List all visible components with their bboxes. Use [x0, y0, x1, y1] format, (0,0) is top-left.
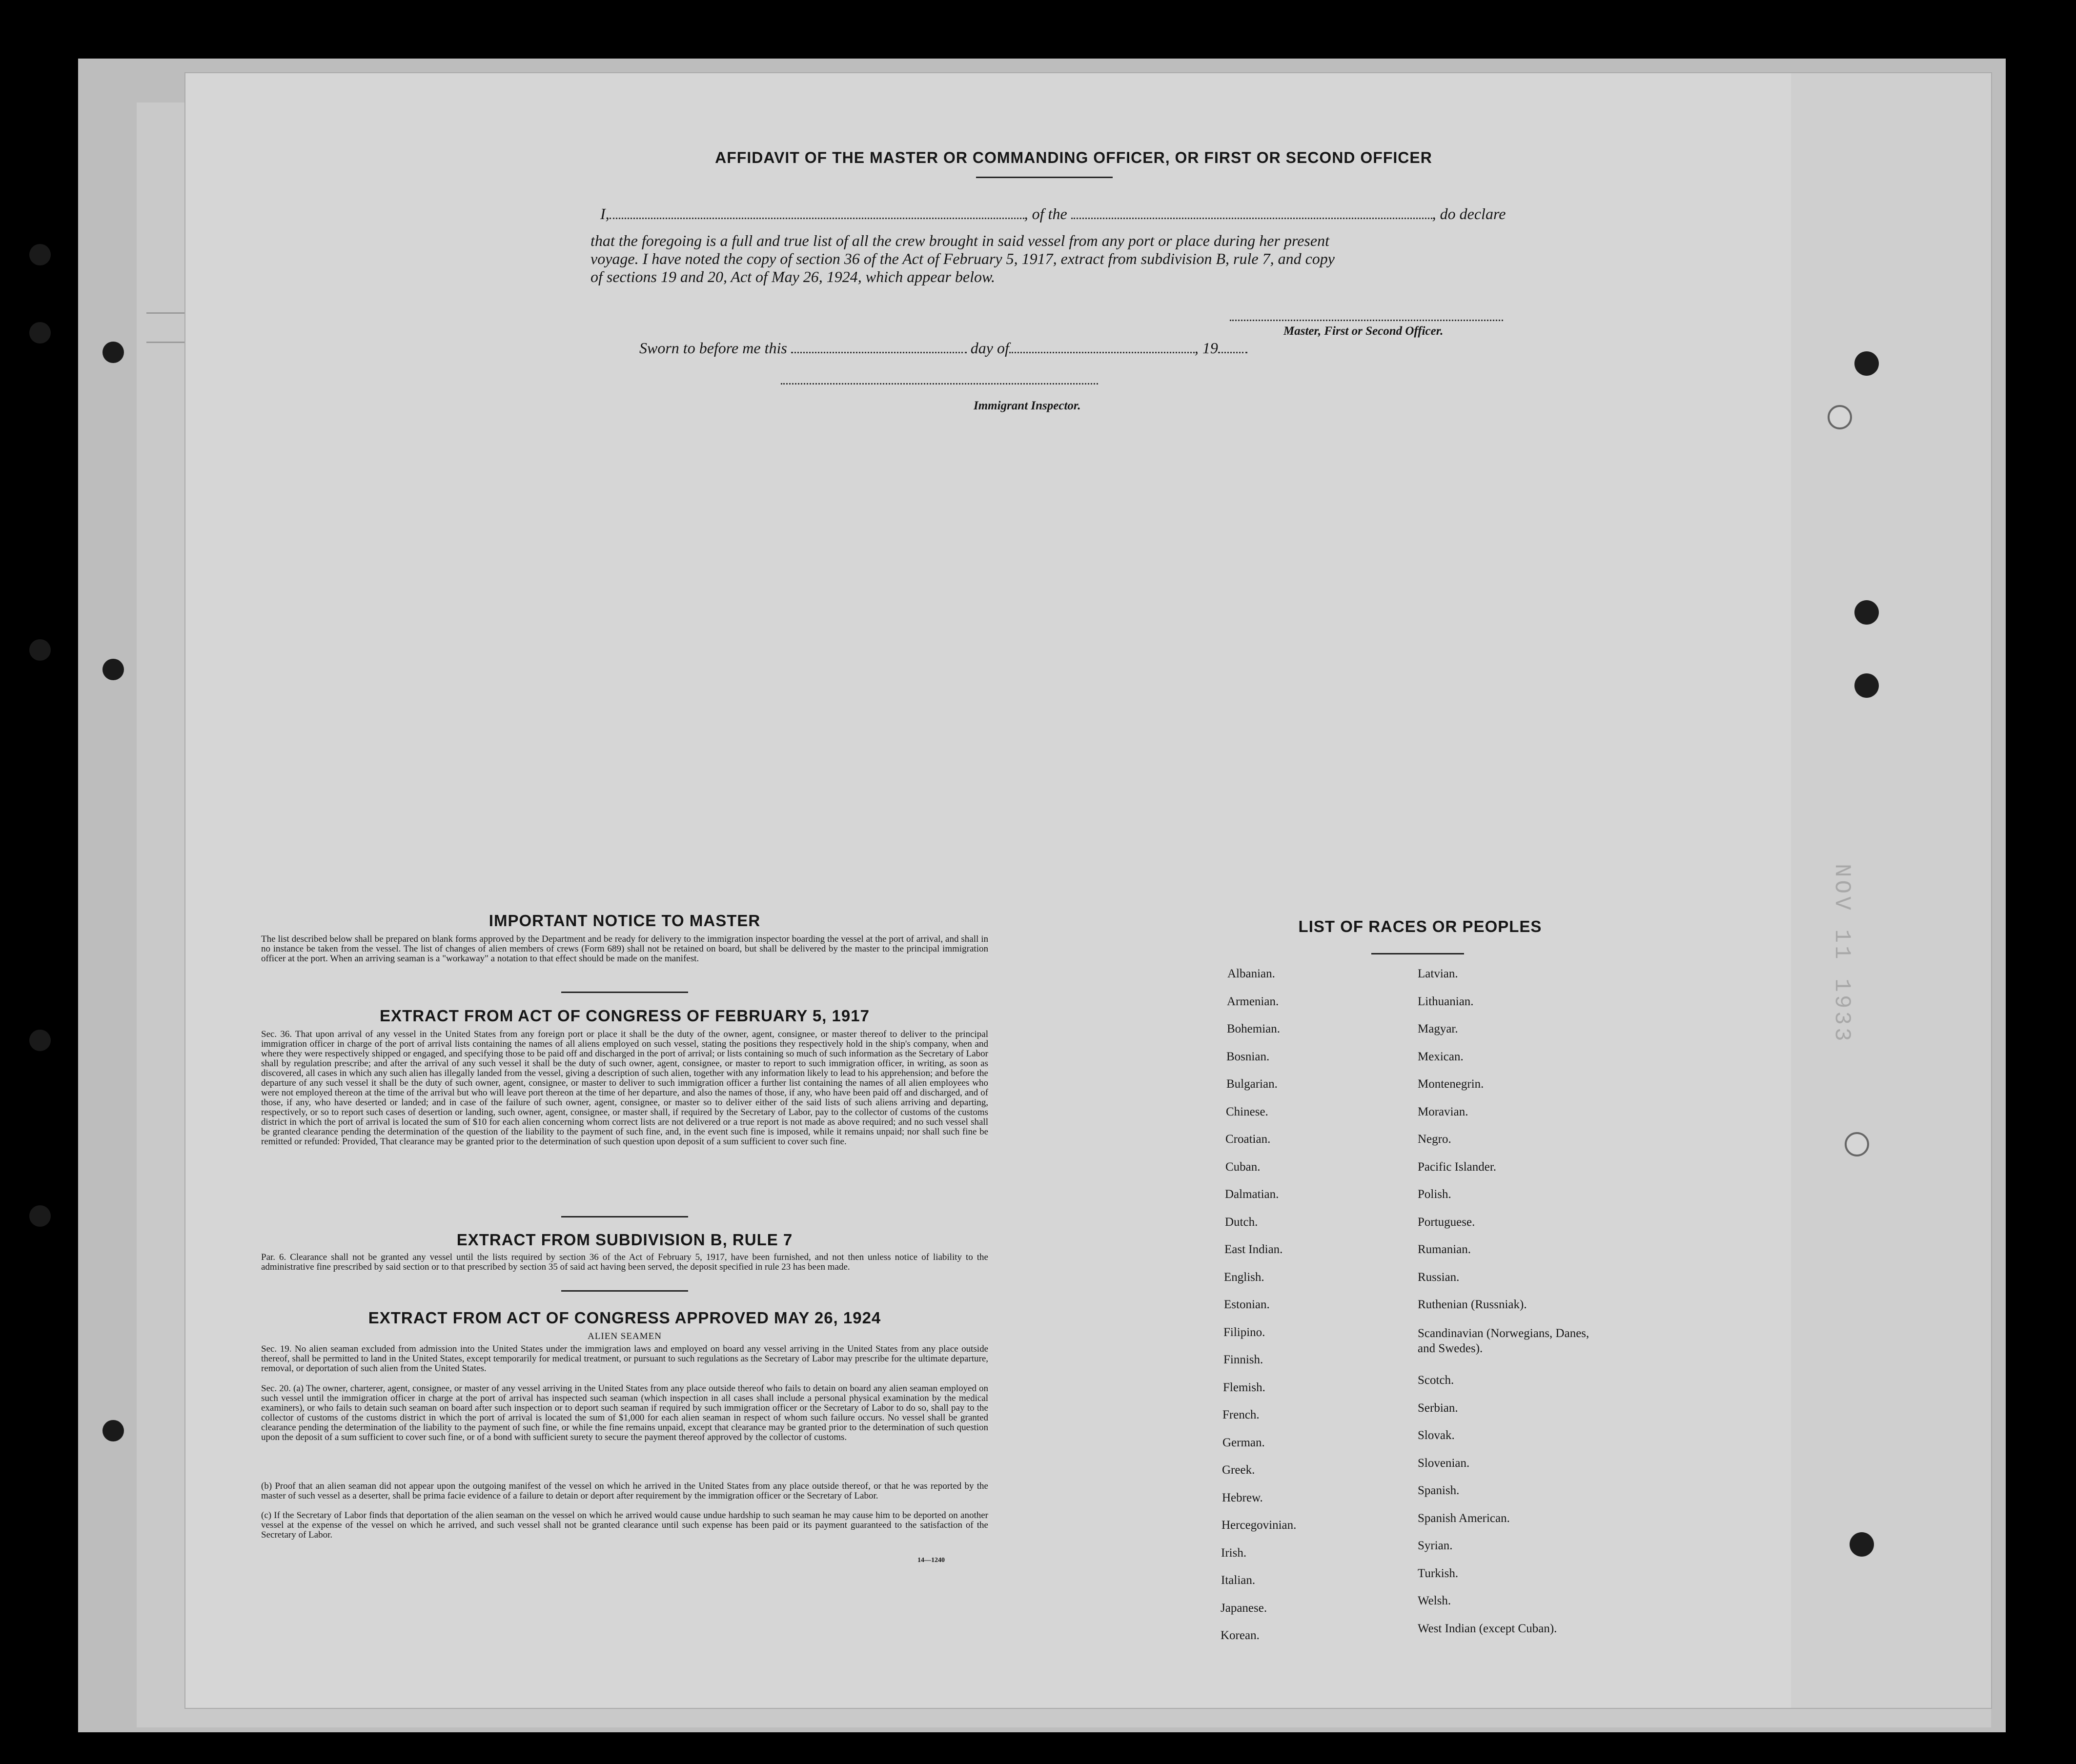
race-item: Dalmatian. [1225, 1188, 1279, 1201]
extract-1917-title: EXTRACT FROM ACT OF CONGRESS OF FEBRUARY 5, 1917 [380, 1007, 870, 1025]
race-item: Welsh. [1418, 1594, 1451, 1608]
race-item: Italian. [1221, 1574, 1256, 1587]
race-item: Slovak. [1418, 1429, 1455, 1442]
race-item: Montenegrin. [1418, 1077, 1484, 1091]
race-item: Mexican. [1418, 1050, 1464, 1063]
race-item: Negro. [1418, 1133, 1451, 1146]
affidavit-title: AFFIDAVIT OF THE MASTER OR COMMANDING OFFICER, OR FIRST OR SECOND OFFICER [715, 149, 1432, 166]
race-item: French. [1222, 1408, 1260, 1421]
race-item: Hebrew. [1222, 1491, 1263, 1504]
race-item: Croatian. [1225, 1133, 1271, 1146]
sec20b-text: (b) Proof that an alien seaman did not appear upon the outgoing manifest of the vessel on which he arrived in the United States from any place outside thereof, or that he was reported by the master of such vessel as a deserter, shall be prima facie evidence of a failure to detain or deport after requirement by the immigration officer or the Secretary of Labor. [261, 1481, 988, 1501]
binder-hole [29, 639, 51, 661]
section-rule [561, 1216, 688, 1217]
race-item: Pacific Islander. [1418, 1160, 1497, 1174]
inspector-signature-caption: Immigrant Inspector. [974, 399, 1081, 412]
race-item: Armenian. [1227, 994, 1279, 1008]
name-blank[interactable] [610, 207, 1024, 219]
race-item: Magyar. [1418, 1022, 1458, 1035]
race-item: Spanish American. [1418, 1511, 1510, 1525]
race-item: Bosnian. [1226, 1050, 1270, 1063]
year-blank[interactable] [1218, 342, 1247, 353]
sheet-hole [1854, 351, 1879, 376]
declare-label: , do declare [1432, 205, 1506, 223]
section-rule [561, 1290, 688, 1292]
race-item: Korean. [1221, 1629, 1260, 1642]
race-item: Syrian. [1418, 1539, 1453, 1553]
binder-hole [102, 1420, 124, 1441]
extract-1917-text: Sec. 36. That upon arrival of any vessel in the United States from any foreign port or place it shall be the duty of the owner, agent, consignee, or master thereof to deliver to the principal immigration officer in charge of the port of arrival lists containing the names of all aliens employed on such vessel, stating the positions they respectively hold in the ship's company, when and where they were respectively shipped or engaged, and specifying those to be paid off and discharged in the port of arrival; or lists containing so much of such information as the Secretary of Labor shall by regulation prescribe; and after the arrival of any such vessel it shall be the duty of such owner, agent, consignee, or master to report to such immigration officer, in writing, as soon as discovered, all cases in which any such alien has illegally landed from the vessel, giving a description of such alien, together with any information likely to lead to his apprehension; and before the departure of any such vessel it shall be the duty of such owner, agent, consignee, or master to deliver to such immigration officer a further list containing the names of all alien employees who were not employed thereon at the time of the arrival but who will leave port thereon at the time of her departure, and also the names of those, if any, who have been paid off and discharged, and of those, if any, who have deserted or landed; and in case of the failure of such owner, agent, consignee, or master so to deliver either of the said lists of such aliens arriving and departing, respectively, or so to report such cases of desertion or landing, such owner, agent, consignee, or master shall, if required by the Secretary of Labor, pay to the collector of customs of the customs district in which the port of arrival is located the sum of $10 for each alien concerning whom correct lists are not delivered or a true report is not made as above required; and no such vessel shall be granted clearance pending the determination of the question of the liability to the payment of such fine, and, in the event such fine is imposed, while it remains unpaid; nor shall such fine be remitted or refunded: Provided, That clearance may be granted prior to the determination of such question upon deposit of a sum sufficient to cover such fine. [261, 1029, 988, 1147]
races-title: LIST OF RACES OR PEOPLES [1298, 917, 1542, 935]
day-blank[interactable] [791, 342, 967, 353]
vessel-blank[interactable] [1071, 207, 1432, 219]
form-sheet-edge [1791, 73, 1991, 1708]
sheet-hole [1850, 1532, 1874, 1557]
race-item: Spanish. [1418, 1484, 1460, 1498]
sec20c-text: (c) If the Secretary of Labor finds that deportation of the alien seaman on the vessel on which he arrived would cause undue hardship to such seaman he may cause him to be deported on another vessel at the expense of the vessel on which he arrived, and such vessel shall not be granted clearance until such expense has been paid or its payment guaranteed to the satisfaction of the Secretary of Labor. [261, 1510, 988, 1540]
binder-hole [29, 244, 51, 265]
extract-1924-subtitle: ALIEN SEAMEN [588, 1331, 662, 1341]
race-item: Cuban. [1225, 1160, 1261, 1174]
race-item: Serbian. [1418, 1401, 1458, 1415]
binder-hole [29, 1205, 51, 1227]
race-item: Greek. [1222, 1463, 1255, 1477]
race-item: West Indian (except Cuban). [1418, 1622, 1557, 1635]
year-label: , 19 [1194, 339, 1218, 357]
race-item: Scandinavian (Norwegians, Danes, and Swedes). [1418, 1326, 1589, 1355]
extract-rule7-title: EXTRACT FROM SUBDIVISION B, RULE 7 [456, 1231, 793, 1249]
affidavit-line-3: voyage. I have noted the copy of section 36 of the Act of February 5, 1917, extract from subdivision B, rule 7, and copy [590, 250, 1335, 267]
date-stamp: NOV 11 1933 [1829, 864, 1854, 1044]
race-item: East Indian. [1224, 1243, 1283, 1256]
affidavit-line-2: that the foregoing is a full and true list of all the crew brought in said vessel from any port or place during her present [590, 232, 1329, 249]
race-item: Flemish. [1223, 1380, 1265, 1394]
race-item: Albanian. [1227, 967, 1275, 980]
i-label: I, [600, 205, 610, 223]
title-rule [976, 177, 1113, 178]
race-item: Portuguese. [1418, 1215, 1475, 1229]
binder-hole [102, 342, 124, 363]
race-item: Finnish. [1223, 1353, 1263, 1366]
sec20a-text: Sec. 20. (a) The owner, charterer, agent, consignee, or master of any vessel arriving in the United States from any place outside thereof who fails to detain on board any alien seaman employed on such vessel until the immigration officer in charge at the port of arrival has inspected such seaman (which inspection in all cases shall include a personal physical examination by the medical examiners), or who fails to detain such seaman on board after such inspection or to deport such seaman if required by such immigration officer or the Secretary of Labor to do so, shall pay to the collector of customs of the customs district in which the port of arrival is located the sum of $1,000 for each alien seaman in respect of whom such failure occurs. No vessel shall be granted clearance pending the determination of the liability to the payment of such fine, or while the fine remains unpaid, except that clearance may be granted prior to the determination of such question upon the deposit of a sum sufficient to cover such fine, or of a bond with sufficient surety to secure the payment thereof approved by the collector of customs. [261, 1383, 988, 1442]
binder-hole [102, 659, 124, 680]
master-signature-caption: Master, First or Second Officer. [1283, 324, 1444, 338]
sheet-hole [1828, 405, 1852, 429]
extract-rule7-text: Par. 6. Clearance shall not be granted any vessel until the lists required by section 36 of the Act of February 5, 1917, have been furnished, and not then unless notice of liability to the administrative fine prescribed by said section or to that prescribed by section 35 of said act having been served, the deposit specified in rule 23 has been made. [261, 1252, 988, 1272]
race-item: Dutch. [1225, 1215, 1258, 1229]
notice-title: IMPORTANT NOTICE TO MASTER [488, 912, 761, 930]
race-item: Latvian. [1418, 967, 1458, 980]
binder-hole [29, 1030, 51, 1051]
section-rule [561, 992, 688, 993]
race-item: Japanese. [1221, 1601, 1267, 1615]
of-the-label: , of the [1024, 205, 1067, 223]
race-item: Estonian. [1224, 1298, 1270, 1311]
race-item: Moravian. [1418, 1105, 1468, 1118]
race-item: Hercegovinian. [1221, 1519, 1297, 1532]
extract-1924-title: EXTRACT FROM ACT OF CONGRESS APPROVED MAY 26, 1924 [368, 1309, 881, 1327]
binder-hole [29, 322, 51, 344]
race-item: Polish. [1418, 1188, 1451, 1201]
title-rule [1371, 953, 1464, 954]
master-signature-line[interactable] [1230, 320, 1503, 321]
race-item: Chinese. [1226, 1105, 1268, 1118]
affidavit-line-1 [600, 205, 1506, 223]
form-sheet [185, 73, 1991, 1708]
day-of-label: day of [970, 339, 1009, 357]
sec19-text: Sec. 19. No alien seaman excluded from admission into the United States under the immigration laws and employed on board any vessel arriving in the United States from any place outside thereof, shall be permitted to land in the United States, except temporarily for medical treatment, or pursuant to such regulations as the Secretary of Labor may prescribe for the ultimate departure, removal, or deportation of such alien from the United States. [261, 1344, 988, 1374]
race-item: Irish. [1221, 1546, 1247, 1560]
inspector-signature-line[interactable] [781, 383, 1098, 385]
race-item: Scotch. [1418, 1374, 1454, 1387]
race-item: Bohemian. [1227, 1022, 1281, 1035]
month-blank[interactable] [1009, 342, 1195, 353]
form-number: 14—1240 [917, 1557, 945, 1564]
sheet-hole [1845, 1132, 1869, 1156]
race-item: Turkish. [1418, 1566, 1459, 1580]
race-item: Slovenian. [1418, 1456, 1470, 1470]
race-item: Russian. [1418, 1270, 1460, 1284]
sheet-hole [1854, 673, 1879, 698]
sworn-label: Sworn to before me this [639, 339, 787, 357]
race-item: English. [1224, 1270, 1264, 1284]
race-item: Bulgarian. [1226, 1077, 1278, 1091]
race-item: German. [1222, 1436, 1265, 1449]
race-item: Filipino. [1223, 1325, 1265, 1339]
race-item: Rumanian. [1418, 1243, 1471, 1256]
sheet-hole [1854, 600, 1879, 625]
notice-text: The list described below shall be prepared on blank forms approved by the Department and be ready for delivery to the immigration inspector boarding the vessel at the port of arrival, and shall in no instance be taken from the vessel. The list of changes of alien members of crews (Form 689) shall not be retained on board, but shall be delivered by the master to the principal immigration officer at the port. When an arriving seaman is a "workaway" a notation to that effect should be made on the manifest. [261, 934, 988, 964]
race-item: Lithuanian. [1418, 994, 1474, 1008]
affidavit-line-4: of sections 19 and 20, Act of May 26, 1924, which appear below. [590, 268, 995, 285]
race-item: Ruthenian (Russniak). [1418, 1298, 1527, 1311]
sworn-line [639, 339, 1247, 357]
